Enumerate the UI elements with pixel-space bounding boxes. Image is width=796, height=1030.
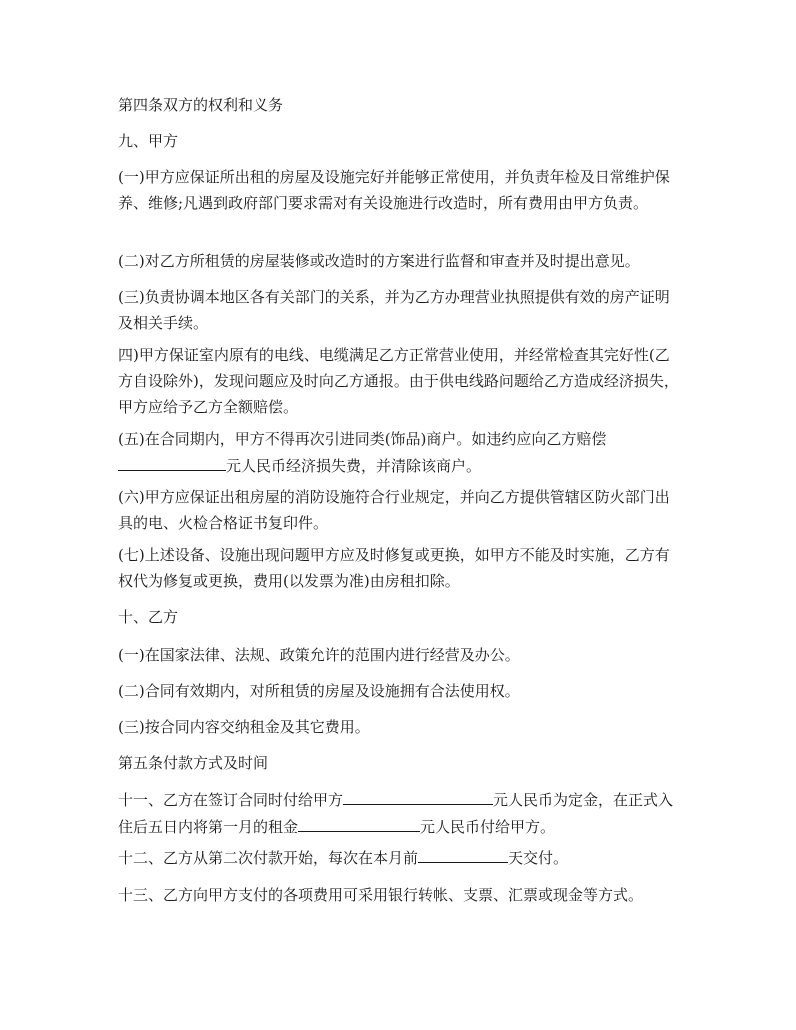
section-heading-article-5: 第五条付款方式及时间 [118, 754, 269, 772]
clause-paragraph [118, 844, 683, 871]
subsection-heading-party-a: 九、甲方 [118, 132, 179, 150]
clause-text: 十一、乙方在签订合同时付给甲方 [118, 791, 344, 809]
subsection-heading-party-b: 十、乙方 [118, 608, 179, 626]
clause-text: 元人民币付给甲方。 [420, 818, 556, 836]
fill-in-blank [118, 452, 226, 471]
clause-paragraph: (二)对乙方所租赁的房屋装修或改造时的方案进行监督和审查并及时提出意见。 [118, 252, 640, 270]
clause-paragraph: (六)甲方应保证出租房屋的消防设施符合行业规定，并向乙方提供管辖区防火部门出具的电、火检合格证书复印件。 [118, 488, 670, 532]
clause-paragraph: (三)按合同内容交纳租金及其它费用。 [118, 718, 370, 736]
clause-paragraph: (一)在国家法律、法规、政策允许的范围内进行经营及办公。 [118, 646, 520, 664]
clause-paragraph: (一)甲方应保证所出租的房屋及设施完好并能够正常使用，并负责年检及日常维护保养、维修;凡遇到政府部门要求需对有关设施进行改造时，所有费用由甲方负责。 [118, 168, 670, 212]
clause-text: 天交付。 [508, 849, 569, 867]
clause-paragraph [118, 426, 683, 479]
clause-paragraph: (三)负责协调本地区各有关部门的关系，并为乙方办理营业执照提供有效的房产证明及相关手续。 [118, 288, 670, 332]
clause-paragraph [118, 786, 683, 840]
clause-text: 元人民币经济损失费，并清除该商户。 [226, 457, 482, 475]
clause-text: 十二、乙方从第二次付款开始，每次在本月前 [118, 849, 419, 867]
clause-paragraph: 十三、乙方向甲方支付的各项费用可采用银行转帐、支票、汇票或现金等方式。 [118, 886, 644, 904]
clause-text: 元人民币为定金，在正式入住后五日内将第一月的租金 [118, 791, 674, 836]
clause-paragraph: (二)合同有效期内，对所租赁的房屋及设施拥有合法使用权。 [118, 682, 520, 700]
section-heading-article-4: 第四条双方的权利和义务 [118, 96, 284, 114]
fill-in-blank [418, 844, 508, 863]
clause-text: (五)在合同期内，甲方不得再次引进同类(饰品)商户。如违约应向乙方赔偿 [118, 430, 607, 448]
fill-in-blank [298, 813, 420, 832]
clause-paragraph: (七)上述设备、设施出现问题甲方应及时修复或更换，如甲方不能及时实施，乙方有权代为修复或更换，费用(以发票为准)由房租扣除。 [118, 546, 670, 590]
fill-in-blank [343, 786, 493, 805]
clause-paragraph: 四)甲方保证室内原有的电线、电缆满足乙方正常营业使用，并经常检查其完好性(乙方自设除外)，发现问题应及时向乙方通报。由于供电线路问题给乙方造成经济损失，甲方应给予乙方全额赔偿。 [118, 346, 679, 416]
